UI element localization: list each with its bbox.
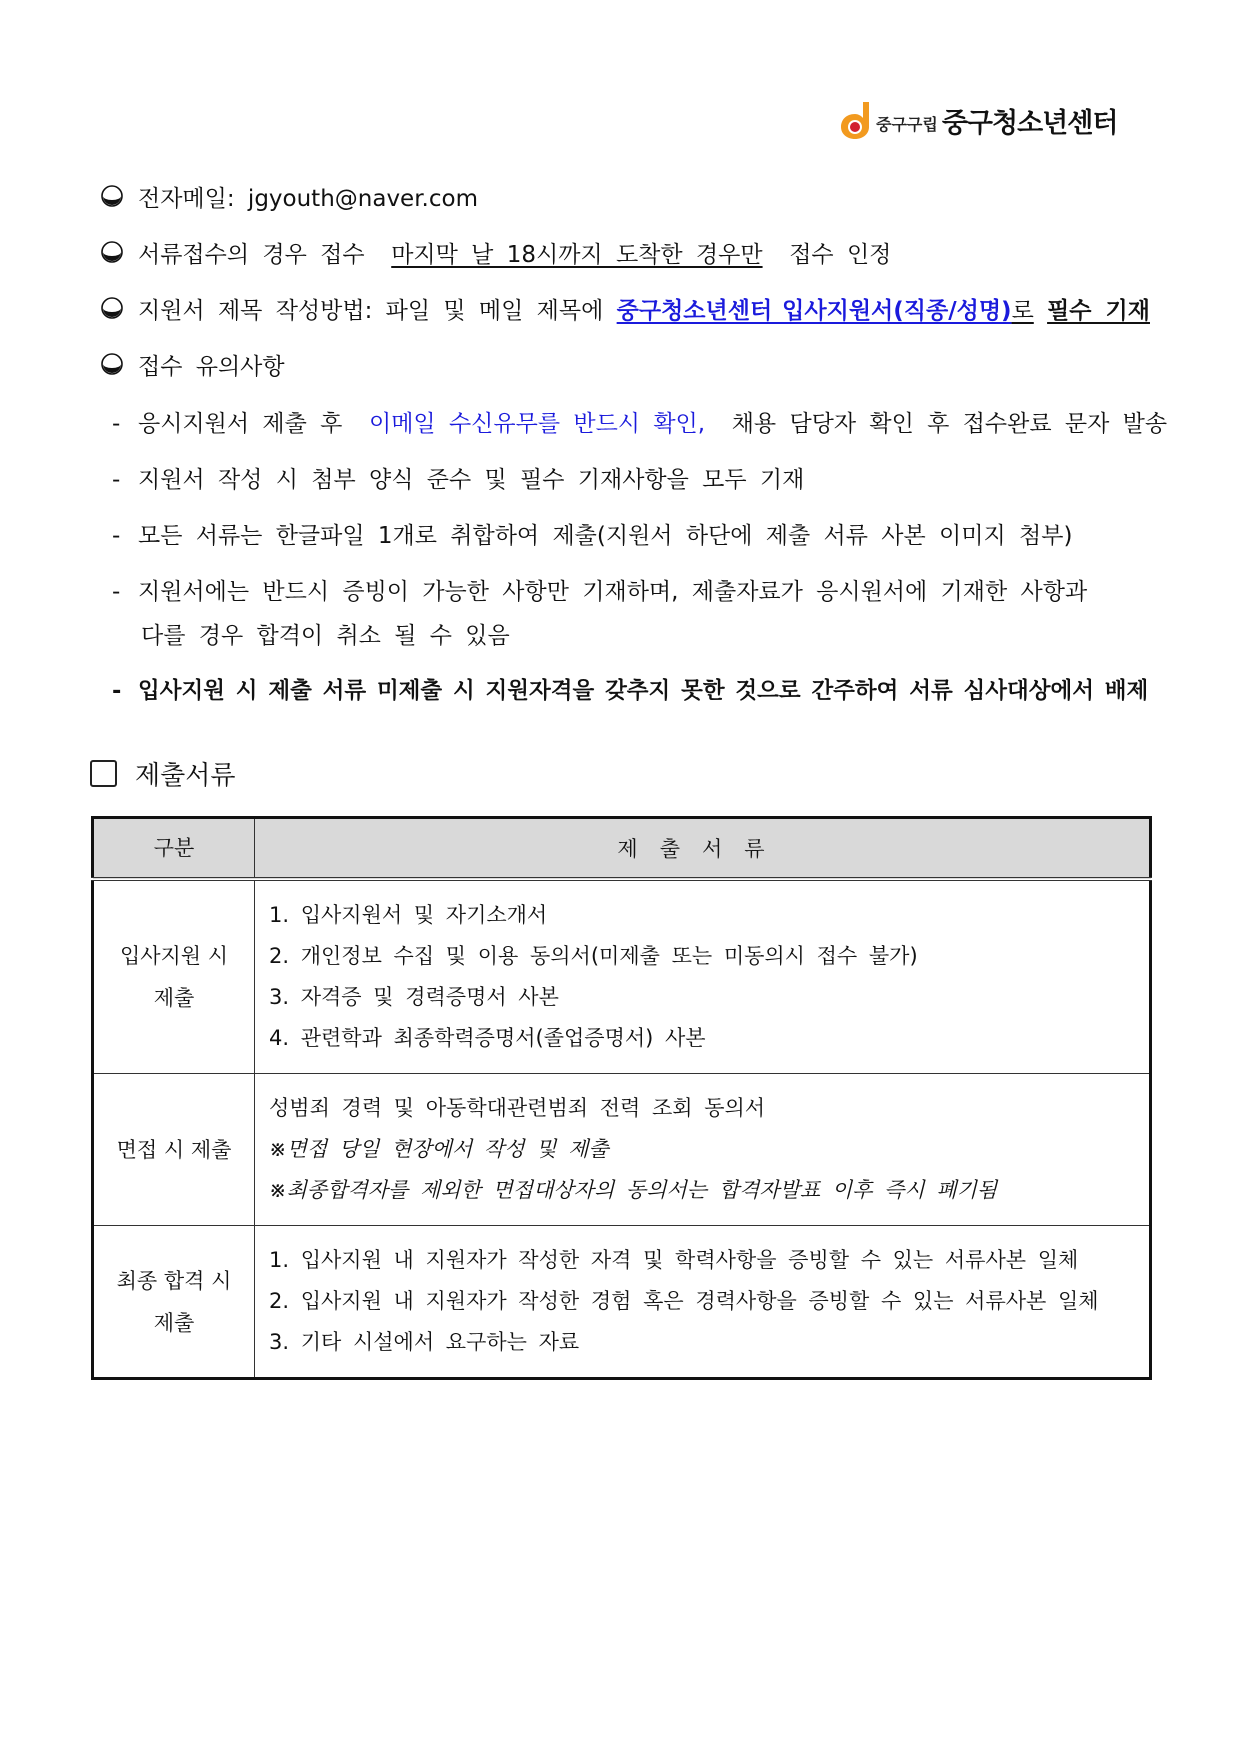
list-item: 성범죄 경력 및 아동학대관련범죄 전력 조회 동의서	[269, 1096, 766, 1120]
note-5: - 입사지원 시 제출 서류 미제출 시 지원자격을 갖추지 못한 것으로 간주하여 서류 심사대상에서 배제	[112, 678, 1149, 704]
caution-title: 접수 유의사항	[138, 353, 285, 380]
note-3: - 모든 서류는 한글파일 1개로 취합하여 제출(지원서 하단에 제출 서류 사본 이미지 첨부)	[112, 523, 1073, 549]
logo-big-text: 중구청소년센터	[941, 107, 1118, 139]
title-method-ro: 로	[1011, 297, 1034, 324]
note-4-continued: 다를 경우 합격이 취소 될 수 있음	[141, 623, 510, 649]
note-1-highlight: 이메일 수신유무를 반드시 확인,	[369, 411, 706, 437]
receipt-line	[100, 234, 891, 270]
email-line	[100, 178, 478, 214]
bullet-icon	[100, 184, 124, 208]
logo-small-text: 중구구립	[876, 114, 938, 134]
row-label-line: 최종 합격 시	[116, 1268, 232, 1293]
row-label	[93, 1074, 255, 1226]
row-label-line: 면접 시 제출	[116, 1137, 232, 1162]
note-3-text: 모든 서류는 한글파일 1개로 취합하여 제출(지원서 하단에 제출 서류 사본 이미지 첨부)	[138, 523, 1073, 549]
row-items	[255, 1226, 1151, 1379]
note-2-text: 지원서 작성 시 첨부 양식 준수 및 필수 기재사항을 모두 기재	[138, 467, 805, 493]
table-header-row	[93, 818, 1151, 880]
list-item: 3. 기타 시설에서 요구하는 자료	[269, 1330, 580, 1354]
row-items	[255, 1074, 1151, 1226]
list-item: ※면접 당일 현장에서 작성 및 제출	[269, 1137, 609, 1161]
submission-docs-section	[90, 755, 235, 792]
receipt-deadline: 마지막 날 18시까지 도착한 경우만	[391, 241, 763, 268]
email-text: 전자메일: jgyouth@naver.com	[138, 185, 478, 212]
list-item: 1. 입사지원서 및 자기소개서	[269, 903, 548, 927]
list-item: 3. 자격증 및 경력증명서 사본	[269, 985, 559, 1009]
row-label	[93, 879, 255, 1074]
list-item: 2. 입사지원 내 지원자가 작성한 경험 혹은 경력사항을 증빙할 수 있는 서류사본 일체	[269, 1289, 1099, 1313]
note-2: - 지원서 작성 시 첨부 양식 준수 및 필수 기재사항을 모두 기재	[112, 467, 805, 493]
table-head-category: 구분	[93, 818, 255, 880]
center-logo	[838, 100, 1117, 140]
table-head-documents: 제출서류	[255, 818, 1151, 880]
submission-docs-table	[91, 816, 1152, 1380]
table-row	[93, 879, 1151, 1074]
row-label-line: 제출	[153, 986, 195, 1010]
section-box-icon	[90, 760, 117, 787]
note-5-text: 입사지원 시 제출 서류 미제출 시 지원자격을 갖추지 못한 것으로 간주하여 서류 심사대상에서 배제	[138, 678, 1149, 704]
list-item: 1. 입사지원 내 지원자가 작성한 자격 및 학력사항을 증빙할 수 있는 서류사본 일체	[269, 1248, 1079, 1272]
title-method-pre: 지원서 제목 작성방법: 파일 및 메일 제목에	[138, 297, 604, 324]
receipt-text-post: 접수 인정	[789, 241, 892, 268]
list-item: ※최종합격자를 제외한 면접대상자의 동의서는 합격자발표 이후 즉시 폐기됨	[269, 1178, 998, 1202]
title-format: 중구청소년센터 입사지원서(직종/성명)	[616, 297, 1012, 324]
note-1-pre: 응시지원서 제출 후	[138, 411, 343, 437]
list-item: 4. 관련학과 최종학력증명서(졸업증명서) 사본	[269, 1026, 706, 1050]
title-method-line	[100, 290, 1150, 326]
list-item: 2. 개인정보 수집 및 이용 동의서(미제출 또는 미동의시 접수 불가)	[269, 944, 918, 968]
bullet-icon	[100, 240, 124, 264]
note-4: - 지원서에는 반드시 증빙이 가능한 사항만 기재하며, 제출자료가 응시원서에 기재한 사항과	[112, 579, 1088, 605]
logo-mark-icon	[838, 100, 872, 140]
row-label	[93, 1226, 255, 1379]
note-1-post: 채용 담당자 확인 후 접수완료 문자 발송	[731, 411, 1168, 437]
caution-line	[100, 346, 285, 382]
row-label-line: 입사지원 시	[119, 944, 229, 968]
table-row	[93, 1074, 1151, 1226]
note-1: - 응시지원서 제출 후 이메일 수신유무를 반드시 확인, 채용 담당자 확인 후 접수완료 문자 발송	[112, 411, 1168, 437]
bullet-icon	[100, 352, 124, 376]
row-items	[255, 879, 1151, 1074]
row-label-line: 제출	[153, 1310, 195, 1335]
bullet-icon	[100, 296, 124, 320]
title-method-required: 필수 기재	[1047, 297, 1150, 324]
note-4-text: 지원서에는 반드시 증빙이 가능한 사항만 기재하며, 제출자료가 응시원서에 기재한 사항과	[138, 579, 1088, 605]
receipt-text-pre: 서류접수의 경우 접수	[138, 241, 365, 268]
table-row	[93, 1226, 1151, 1379]
section-title: 제출서류	[135, 761, 236, 791]
